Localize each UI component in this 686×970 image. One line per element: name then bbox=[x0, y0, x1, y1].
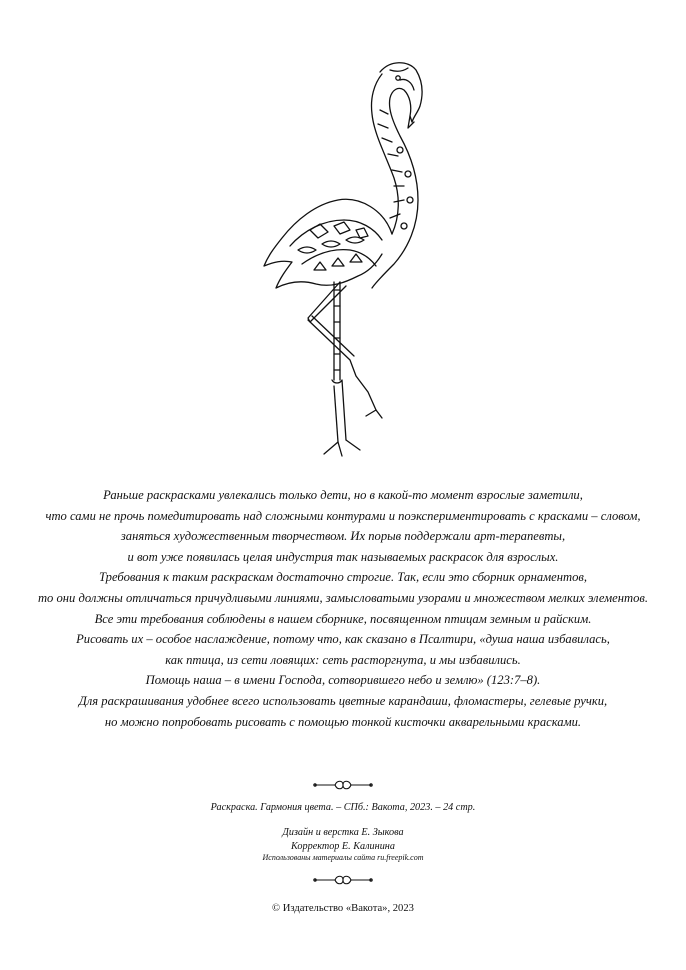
materials-note: Использованы материалы сайта ru.freepik.com bbox=[262, 853, 424, 862]
flourish-ornament-top bbox=[313, 778, 373, 792]
intro-line: что сами не прочь помедитировать над сложными контурами и поэкспериментировать с красками – словом, bbox=[45, 508, 641, 523]
proof-credit: Корректор Е. Калинина bbox=[291, 841, 395, 852]
flourish-ornament-bottom bbox=[313, 873, 373, 887]
design-credit: Дизайн и верстка Е. Зыкова bbox=[282, 827, 404, 838]
intro-line: Для раскрашивания удобнее всего использовать цветные карандаши, фломастеры, гелевые ручки, bbox=[78, 693, 608, 708]
intro-line: то они должны отличаться причудливыми линиями, замысловатыми узорами и множеством мелких элементов. bbox=[37, 590, 649, 605]
intro-line: как птица, из сети ловящих: сеть расторгнута, и мы избавились. bbox=[165, 652, 521, 667]
flamingo-illustration bbox=[250, 50, 450, 465]
copyright-notice: © Издательство «Вакота», 2023 bbox=[272, 903, 414, 914]
bibliographic-info: Раскраска. Гармония цвета. – СПб.: Вакота, 2023. – 24 стр. bbox=[210, 802, 476, 813]
intro-line: и вот уже появилась целая индустрия так называемых раскрасок для взрослых. bbox=[127, 549, 559, 564]
intro-line: Все эти требования соблюдены в нашем сборнике, посвященном птицам земным и райским. bbox=[94, 611, 592, 626]
intro-text bbox=[30, 485, 656, 732]
intro-line: Рисовать их – особое наслаждение, потому что, как сказано в Псалтири, «душа наша избавилась, bbox=[76, 632, 610, 647]
intro-line: Помощь наша – в имени Господа, сотворившего небо и землю» (123:7–8). bbox=[145, 673, 541, 688]
intro-line: но можно попробовать рисовать с помощью тонкой кисточки акварельными красками. bbox=[104, 714, 582, 729]
intro-line: Требования к таким раскраскам достаточно строгие. Так, если это сборник орнаментов, bbox=[98, 570, 588, 585]
intro-line: Раньше раскрасками увлекались только дети, но в какой-то момент взрослые заметили, bbox=[103, 488, 583, 502]
intro-line: заняться художественным творчеством. Их порыв поддержали арт-терапевты, bbox=[120, 529, 566, 544]
staff-credits bbox=[20, 826, 666, 854]
